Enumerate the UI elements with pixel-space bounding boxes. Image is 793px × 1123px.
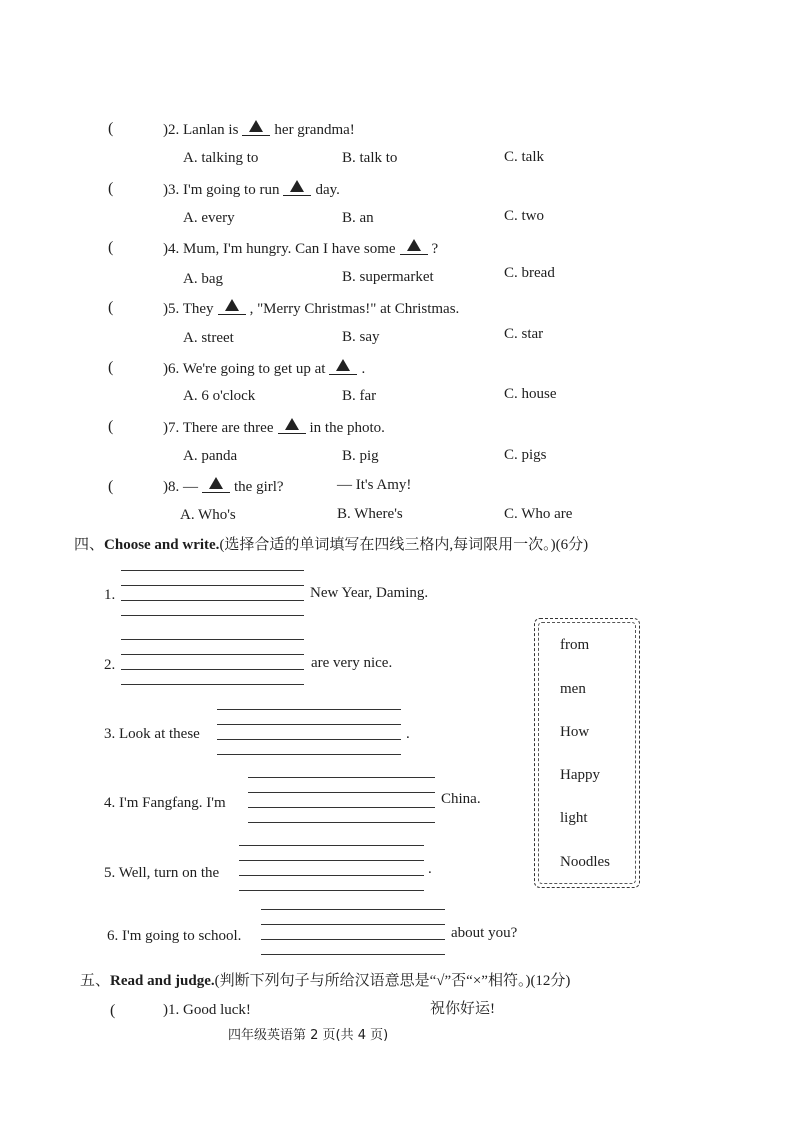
q3-option-a: A. every [183,210,235,226]
question-q3 [163,181,340,198]
q8-option-b: B. Where's [337,506,403,522]
s4-item4-writing-lines[interactable] [248,777,435,823]
s4-item1-text: New Year, Daming. [310,585,429,601]
s4-item3-after: . [406,726,410,742]
q5-number: )5. [163,301,180,317]
s4-item1-writing-lines[interactable] [121,570,304,616]
q6-option-c: C. house [504,386,557,402]
word-bank-item: How [560,724,590,740]
question-q2 [163,121,355,138]
question-q8 [163,478,284,495]
q3-option-c: C. two [504,208,545,224]
q7-option-c: C. pigs [504,447,547,463]
page-footer: 四年级英语第 2 页(共 4 页) [228,1028,389,1043]
word-bank-item: Happy [560,767,600,783]
q6-option-b: B. far [342,388,377,404]
s4-item3-text [104,727,200,742]
q8-text-a: — [183,479,198,495]
q4-number: )4. [163,241,180,257]
s4-item4-before: I'm Fangfang. I'm [119,795,226,811]
section5-number: 五、 [80,973,111,989]
q2-option-a: A. talking to [183,150,259,166]
s4-item5-before: Well, turn on the [118,865,220,881]
s4-item5-writing-lines[interactable] [239,845,424,891]
s4-item6-text [107,929,241,944]
word-bank-item: from [560,637,590,653]
q6-text-b: . [361,361,366,377]
q2-option-c: C. talk [504,149,544,165]
q6-text-a: We're going to get up at [182,361,326,377]
q7-option-b: B. pig [342,448,379,464]
blank-triangle-icon [202,478,230,493]
word-bank-box [534,618,640,888]
question-q6 [163,360,365,377]
s4-item3-before: Look at these [119,726,200,742]
s4-item5-after: . [428,861,432,877]
q8-text-b: the girl? [234,479,284,495]
blank-triangle-icon [278,419,306,434]
word-bank-item: men [560,681,586,697]
blank-triangle-icon [400,240,428,255]
q8-number: )8. [163,479,180,495]
answer-paren-s5q1: ( [110,1002,116,1019]
q3-option-b: B. an [342,210,374,226]
s5-q1-english: Good luck! [183,1002,251,1018]
s5-q1-number: )1. [163,1002,180,1018]
q2-text-a: Lanlan is [183,122,239,138]
blank-triangle-icon [242,121,270,136]
word-bank-item: light [560,810,588,826]
q8-option-c: C. Who are [504,506,573,522]
q6-option-a: A. 6 o'clock [183,388,256,404]
section5-header [80,974,570,989]
s4-item5-number: 5. [104,865,116,881]
s4-item6-after: about you? [451,925,518,941]
section4-header [74,538,588,553]
s4-item4-text [104,796,226,811]
q4-option-b: B. supermarket [342,269,434,285]
answer-paren-q8: ( [108,478,114,495]
q3-number: )3. [163,182,180,198]
section4-number: 四、 [74,537,105,553]
answer-paren-q2: ( [108,120,114,137]
q5-option-a: A. street [183,330,234,346]
s4-item3-number: 3. [104,726,116,742]
s4-item2-text: are very nice. [311,655,393,671]
q7-option-a: A. panda [183,448,238,464]
s4-item6-number: 6. [107,928,119,944]
q7-text-a: There are three [182,420,274,436]
q3-text-a: I'm going to run [183,182,280,198]
q7-text-b: in the photo. [309,420,385,436]
q4-option-c: C. bread [504,265,555,281]
q4-text-b: ? [431,241,439,257]
q5-text-a: They [182,301,214,317]
question-q4 [163,240,438,257]
q8-option-a: A. Who's [180,507,236,523]
answer-paren-q3: ( [108,180,114,197]
answer-paren-q6: ( [108,359,114,376]
section4-title: Choose and write. [104,537,220,553]
q5-text-b: , "Merry Christmas!" at Christmas. [249,301,460,317]
answer-paren-q5: ( [108,299,114,316]
answer-paren-q4: ( [108,239,114,256]
s4-item4-after: China. [441,791,481,807]
q2-option-b: B. talk to [342,150,398,166]
s4-item2-number: 2. [104,657,116,673]
s4-item1-number: 1. [104,587,116,603]
word-bank-item: Noodles [560,854,610,870]
blank-triangle-icon [283,181,311,196]
q2-number: )2. [163,122,180,138]
s4-item5-text [104,866,219,881]
s4-item6-writing-lines[interactable] [261,909,445,955]
s4-item4-number: 4. [104,795,116,811]
blank-triangle-icon [329,360,357,375]
q8-answer: — It's Amy! [337,477,412,493]
question-q7 [163,419,385,436]
q5-option-c: C. star [504,326,544,342]
section5-title: Read and judge. [110,973,215,989]
q3-text-b: day. [315,182,340,198]
q5-option-b: B. say [342,329,380,345]
blank-triangle-icon [218,300,246,315]
answer-paren-q7: ( [108,418,114,435]
q7-number: )7. [163,420,180,436]
s4-item6-before: I'm going to school. [122,928,242,944]
s5-q1-chinese: 祝你好运! [430,1001,495,1017]
question-q5 [163,300,459,317]
q2-text-b: her grandma! [274,122,355,138]
section5-instructions: (判断下列句子与所给汉语意思是“√”否“×”相符。)(12分) [214,973,571,989]
q4-option-a: A. bag [183,271,223,287]
s4-item2-writing-lines[interactable] [121,639,304,685]
s4-item3-writing-lines[interactable] [217,709,401,755]
q6-number: )6. [163,361,180,377]
s5-q1 [163,1003,251,1018]
q4-text-a: Mum, I'm hungry. Can I have some [183,241,396,257]
section4-instructions: (选择合适的单词填写在四线三格内,每词限用一次。)(6分) [219,537,589,553]
